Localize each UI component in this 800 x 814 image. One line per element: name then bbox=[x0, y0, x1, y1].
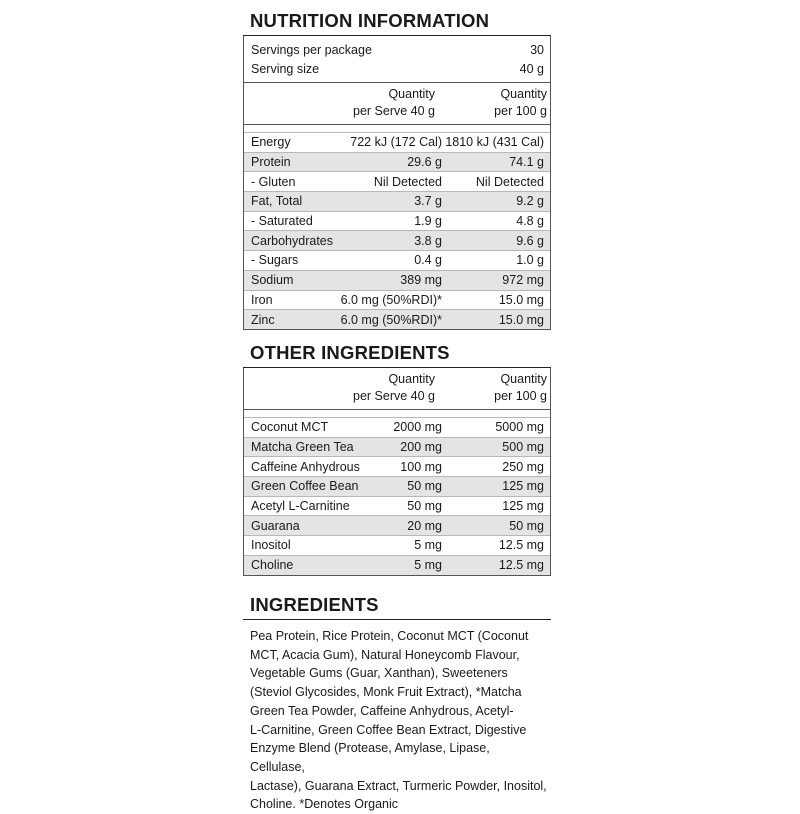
table-row bbox=[244, 477, 550, 497]
nutrition-table bbox=[243, 36, 551, 330]
header-gap bbox=[244, 125, 550, 133]
ingredients-text bbox=[243, 620, 551, 814]
row-name: Coconut MCT bbox=[251, 420, 329, 435]
row-per-100g: 250 mg bbox=[502, 459, 544, 474]
row-per-serve: 722 kJ (172 Cal) bbox=[350, 135, 442, 150]
table-row bbox=[244, 457, 550, 477]
table-row bbox=[244, 310, 550, 329]
ingredients-line: Choline. *Denotes Organic bbox=[250, 797, 398, 812]
row-per-serve: 6.0 mg (50%RDI)* bbox=[340, 312, 442, 327]
row-name: Sodium bbox=[251, 273, 294, 288]
row-name: Acetyl L-Carnitine bbox=[251, 499, 350, 514]
row-name: - Gluten bbox=[251, 174, 296, 189]
row-per-100g: 125 mg bbox=[502, 499, 544, 514]
other-ingredients-panel bbox=[243, 339, 551, 576]
row-name: Guarana bbox=[251, 518, 300, 533]
row-per-100g: 15.0 mg bbox=[498, 312, 544, 327]
table-row bbox=[244, 192, 550, 212]
table-row bbox=[244, 418, 550, 438]
serving-size-label: Serving size bbox=[251, 61, 320, 76]
ingredients-line: Pea Protein, Rice Protein, Coconut MCT (Coconut bbox=[250, 629, 529, 643]
serving-size-row bbox=[244, 59, 550, 82]
table-row bbox=[244, 231, 550, 251]
row-name: - Saturated bbox=[251, 214, 313, 229]
other-column-header bbox=[244, 368, 550, 410]
serving-info bbox=[244, 36, 550, 83]
table-row bbox=[244, 271, 550, 291]
row-per-serve: 20 mg bbox=[407, 518, 442, 533]
ingredients-line: L-Carnitine, Green Coffee Bean Extract, Digestive bbox=[250, 722, 527, 737]
row-name: Inositol bbox=[251, 538, 291, 553]
ingredients-panel bbox=[243, 591, 551, 814]
row-per-100g: 1810 kJ (431 Cal) bbox=[445, 135, 544, 150]
row-per-100g: 500 mg bbox=[502, 440, 544, 455]
table-row bbox=[244, 172, 550, 192]
table-row bbox=[244, 516, 550, 536]
row-name: Matcha Green Tea bbox=[251, 440, 354, 455]
row-name: - Sugars bbox=[251, 253, 299, 268]
table-row bbox=[244, 212, 550, 232]
row-per-100g: 12.5 mg bbox=[498, 538, 544, 553]
row-per-100g: Nil Detected bbox=[475, 174, 544, 189]
per-serve-header: Quantity per Serve 40 g bbox=[353, 87, 435, 118]
row-per-serve: 200 mg bbox=[400, 440, 442, 455]
table-row bbox=[244, 133, 550, 153]
table-row bbox=[244, 536, 550, 556]
row-per-serve: 3.7 g bbox=[414, 194, 442, 209]
row-per-serve: 5 mg bbox=[414, 538, 442, 553]
nutrition-title: NUTRITION INFORMATION bbox=[243, 7, 551, 36]
row-name: Zinc bbox=[251, 312, 275, 327]
row-per-serve: 50 mg bbox=[407, 499, 442, 514]
table-row bbox=[244, 556, 550, 575]
row-per-serve: 5 mg bbox=[414, 558, 442, 573]
ingredients-title: INGREDIENTS bbox=[243, 591, 551, 620]
row-per-100g: 12.5 mg bbox=[498, 558, 544, 573]
other-per-serve-header: Quantity per Serve 40 g bbox=[353, 372, 435, 403]
other-header-gap bbox=[244, 410, 550, 418]
ingredients-line: (Steviol Glycosides, Monk Fruit Extract), *Matcha bbox=[250, 685, 522, 700]
row-per-serve: 0.4 g bbox=[414, 253, 442, 268]
other-per-100g-header: Quantity per 100 g bbox=[494, 372, 547, 403]
servings-per-package-row bbox=[244, 36, 550, 59]
table-row bbox=[244, 251, 550, 271]
table-row bbox=[244, 438, 550, 458]
row-per-100g: 4.8 g bbox=[516, 214, 544, 229]
row-per-100g: 5000 mg bbox=[495, 420, 544, 435]
other-ingredients-title: OTHER INGREDIENTS bbox=[243, 339, 551, 368]
nutrition-panel bbox=[243, 7, 551, 330]
row-per-serve: 1.9 g bbox=[414, 214, 442, 229]
row-per-serve: 2000 mg bbox=[393, 420, 442, 435]
row-per-serve: 389 mg bbox=[400, 273, 442, 288]
row-name: Green Coffee Bean bbox=[251, 479, 359, 494]
ingredients-line: Lactase), Guarana Extract, Turmeric Powder, Inositol, bbox=[250, 778, 547, 793]
row-per-100g: 50 mg bbox=[509, 518, 544, 533]
ingredients-line: Enzyme Blend (Protease, Amylase, Lipase, Cellulase, bbox=[250, 741, 490, 774]
ingredients-line: Green Tea Powder, Caffeine Anhydrous, Acetyl- bbox=[250, 703, 514, 718]
servings-label: Servings per package bbox=[251, 42, 372, 57]
row-per-serve: 50 mg bbox=[407, 479, 442, 494]
row-per-100g: 125 mg bbox=[502, 479, 544, 494]
row-name: Choline bbox=[251, 558, 294, 573]
table-row bbox=[244, 153, 550, 173]
table-row bbox=[244, 497, 550, 517]
row-per-100g: 1.0 g bbox=[516, 253, 544, 268]
row-name: Fat, Total bbox=[251, 194, 303, 209]
row-per-100g: 9.2 g bbox=[516, 194, 544, 209]
row-per-100g: 972 mg bbox=[502, 273, 544, 288]
row-per-serve: 6.0 mg (50%RDI)* bbox=[340, 292, 442, 307]
ingredients-line: MCT, Acacia Gum), Natural Honeycomb Flavour, bbox=[250, 647, 520, 662]
ingredients-line: Vegetable Gums (Guar, Xanthan), Sweeteners bbox=[250, 666, 508, 681]
row-name: Iron bbox=[251, 292, 273, 307]
row-per-100g: 74.1 g bbox=[509, 155, 544, 170]
row-name: Energy bbox=[251, 135, 291, 150]
row-per-serve: 100 mg bbox=[400, 459, 442, 474]
table-row bbox=[244, 291, 550, 311]
per-100g-header: Quantity per 100 g bbox=[494, 87, 547, 118]
row-name: Carbohydrates bbox=[251, 233, 333, 248]
row-per-100g: 15.0 mg bbox=[498, 292, 544, 307]
row-per-100g: 9.6 g bbox=[516, 233, 544, 248]
servings-value: 30 bbox=[530, 42, 544, 57]
row-name: Protein bbox=[251, 155, 291, 170]
row-per-serve: Nil Detected bbox=[373, 174, 442, 189]
row-per-serve: 29.6 g bbox=[407, 155, 442, 170]
row-name: Caffeine Anhydrous bbox=[251, 459, 360, 474]
row-per-serve: 3.8 g bbox=[414, 233, 442, 248]
nutrition-column-header bbox=[244, 83, 550, 125]
serving-size-value: 40 g bbox=[519, 61, 544, 76]
other-ingredients-table bbox=[243, 368, 551, 576]
